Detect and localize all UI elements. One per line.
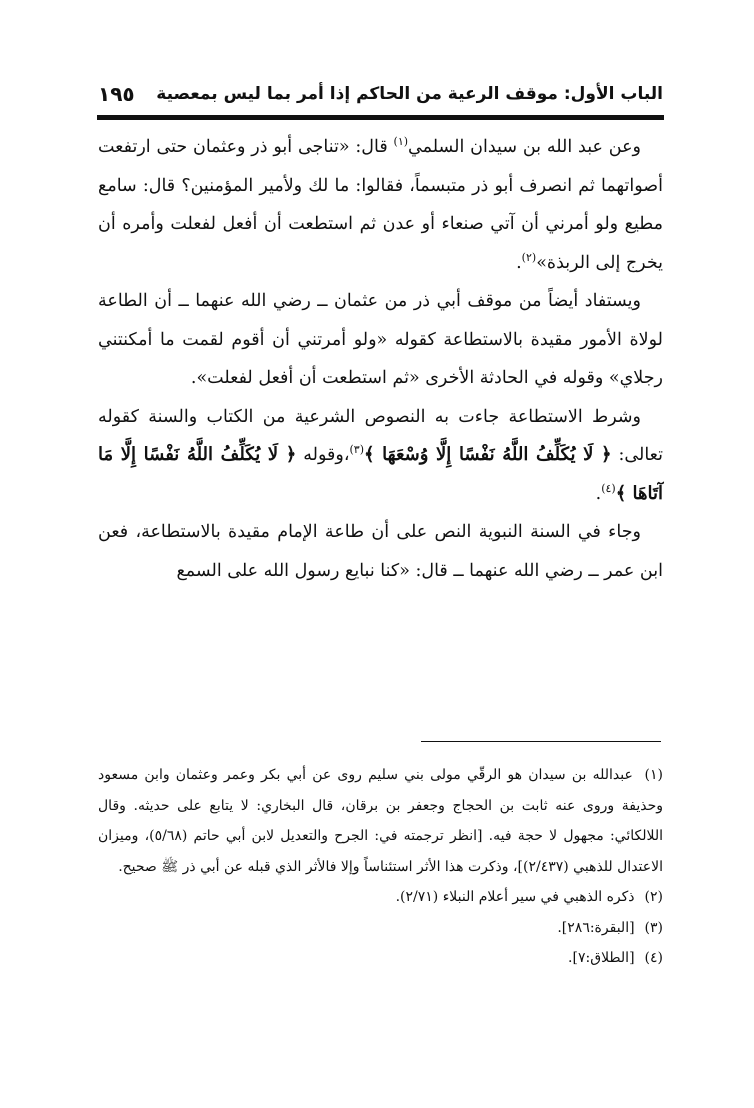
quran-verse-2: ﴿ لَا يُكَلِّفُ اللَّهُ نَفْسًا إِلَّا مَا آتَاهَا ﴾ (98, 444, 663, 504)
footnote-ref-4: (٤) (601, 481, 616, 495)
footnote-4 (98, 943, 663, 974)
footnote-2 (98, 882, 663, 913)
paragraph-3-text-c: . (595, 483, 602, 504)
footnote-3 (98, 913, 663, 944)
quran-verse-1: ﴿ لَا يُكَلِّفُ اللَّهُ نَفْسًا إِلَّا وُسْعَهَا ﴾ (363, 444, 612, 465)
footnote-text: [الطلاق:٧]. (568, 950, 635, 966)
running-header (98, 82, 663, 110)
paragraph-2: ويستفاد أيضاً من موقف أبي ذر من عثمان ــ رضي الله عنهما ــ أن الطاعة لولاة الأمور مقيدة بالاستطاعة كقوله «ولو أمرتني أن أقوم لقمت ما أمكنتني رجلاي» وقوله في الحادثة الأخرى «ثم استطعت أن أفعل لفعلت». (98, 291, 663, 388)
footnote-ref-1: (١) (393, 135, 409, 149)
paragraph-1-text-b: قال: «تناجى أبو ذر وعثمان حتى ارتفعت أصواتهما ثم انصرف أبو ذر متبسماً، فقالوا: ما لك ولأمير المؤمنين؟ قال: سامع مطيع ولو أمرني أن آتي صنعاء أو عدن ثم استطعت أن أفعل لفعلت وأمره أن يخرج إلى الربذة» (98, 137, 663, 273)
footnote-separator (421, 741, 661, 742)
footnote-text: عبدالله بن سيدان هو الرقّي مولى بني سليم روى عن أبي بكر وعمر وعثمان وابن مسعود وحذيفة وروى عنه ثابت بن الحجاج وجعفر بن برقان، قال البخاري: لا يتابع على حديثه. وقال اللالكائي: مجهول لا حجة فيه. [انظر ترجمته في: الجرح والتعديل لابن أبي حاتم (٥/٦٨)، وميزان الاعتدال للذهبي (٢/٤٣٧)]، وذكرت هذا الأثر استئناساً وإلا فالأثر الذي قبله عن أبي ذر ﷺ صحيح. (98, 767, 663, 875)
footnote-1 (98, 760, 663, 882)
footnote-ref-2: (٢) (521, 250, 537, 264)
header-rule (97, 115, 664, 120)
paragraph-1 (98, 128, 663, 282)
page-number: ١٩٥ (98, 82, 135, 106)
paragraph-4: وجاء في السنة النبوية النص على أن طاعة الإمام مقيدة بالاستطاعة، فعن ابن عمر ــ رضي الله عنهما ــ قال: «كنا نبايع رسول الله على السمع (98, 522, 663, 581)
footnote-text: ذكره الذهبي في سير أعلام النبلاء (٢/٧١). (395, 889, 635, 905)
paragraph-3-text-a: وشرط الاستطاعة جاءت به النصوص الشرعية من الكتاب والسنة كقوله تعالى: (98, 406, 663, 465)
paragraph-1-text-c: . (516, 252, 522, 273)
chapter-title: الباب الأول: موقف الرعية من الحاكم إذا أمر بما ليس بمعصية (156, 84, 663, 104)
footnotes (98, 760, 663, 974)
footnote-number: (١) (644, 767, 663, 783)
paragraph-3 (98, 398, 663, 514)
footnote-number: (٢) (644, 889, 663, 905)
paragraph-3-text-b: ،وقوله (296, 445, 350, 465)
footnote-number: (٤) (644, 950, 663, 966)
footnote-number: (٣) (644, 919, 663, 936)
main-text (98, 128, 663, 590)
footnote-text: [البقرة:٢٨٦]. (557, 919, 635, 936)
footnote-ref-3: (٣) (349, 443, 364, 457)
paragraph-1-text-a: وعن عبد الله بن سيدان السلمي (408, 137, 641, 157)
